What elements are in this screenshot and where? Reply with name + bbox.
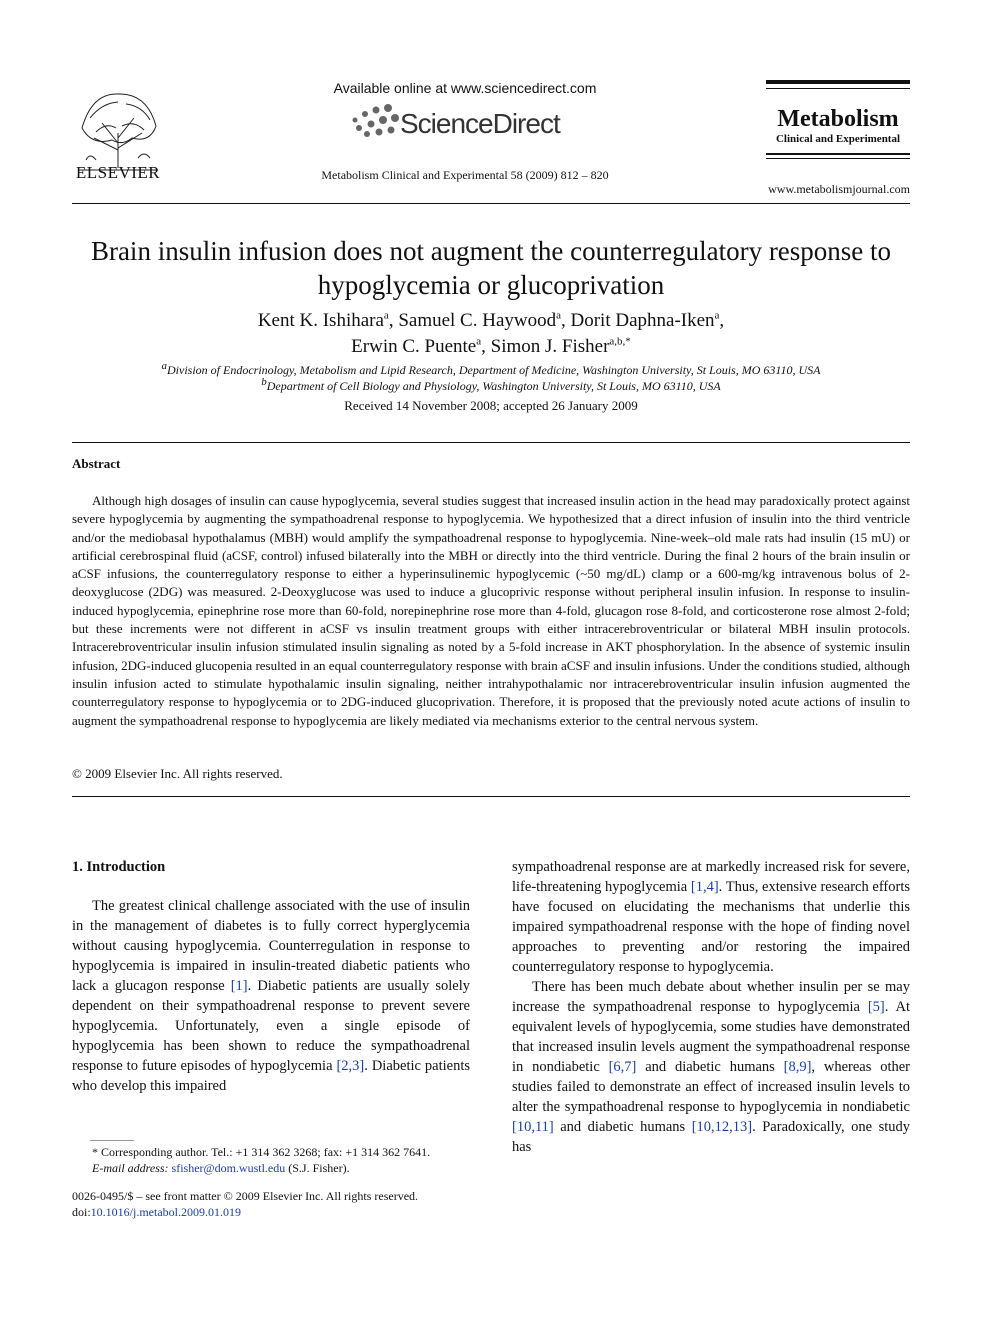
author-affiliation-mark: a [476, 335, 482, 348]
masthead-rule [766, 88, 910, 89]
citation-link[interactable]: [5] [867, 999, 885, 1015]
abstract-bottom-rule [72, 796, 910, 797]
issn-line: 0026-0495/$ – see front matter © 2009 Elsevier Inc. All rights reserved. [72, 1189, 419, 1203]
front-matter-info [72, 1188, 470, 1220]
publisher-name: ELSEVIER [75, 163, 161, 182]
text-run: The greatest clinical challenge associated with the use of insulin in the management of diabetes is to fully correct hyperglycemia without causing hypoglycemia. Counterregulation in response to hypoglycemia is impaired in insulin-treated diabetic patients who lack a glucagon response [72, 898, 470, 994]
doi-link[interactable]: 10.1016/j.metabol.2009.01.019 [90, 1205, 241, 1219]
text-run: . Thus, extensive research efforts have focused on elucidating the mechanisms that underlie this impaired sympathoadrenal response with the hope of finding novel approaches to preventing and/or restoring the impaired counterregulatory response to hypoglycemia. [512, 879, 910, 975]
author-name[interactable]: Samuel C. Haywood [398, 310, 557, 331]
header-divider [72, 203, 910, 204]
email-owner: (S.J. Fisher). [285, 1161, 350, 1175]
body-column-right [512, 857, 910, 1157]
journal-citation: Metabolism Clinical and Experimental 58 (2009) 812 – 820 [321, 168, 609, 182]
text-run: . At equivalent levels of hypoglycemia, some studies have demonstrated that increased insulin levels augment the sympathoadrenal response in nondiabetic [512, 999, 910, 1075]
text-run: and diabetic humans [636, 1059, 784, 1075]
affiliations [72, 362, 910, 394]
abstract-copyright: © 2009 Elsevier Inc. All rights reserved. [72, 766, 283, 781]
received-dates: Received 14 November 2008; accepted 26 January 2009 [344, 398, 638, 413]
citation-link[interactable]: [2,3] [336, 1058, 365, 1074]
doi-line [72, 1204, 470, 1220]
citation-link[interactable]: [8,9] [783, 1059, 812, 1075]
email-note [72, 1160, 470, 1176]
journal-url[interactable]: www.metabolismjournal.com [768, 182, 910, 196]
journal-title: Metabolism [777, 106, 899, 132]
affiliation-text: Department of Cell Biology and Physiology, Washington University, St Louis, MO 63110, USA [266, 379, 721, 393]
corresponding-author-note: * Corresponding author. Tel.: +1 314 362 3268; fax: +1 314 362 7641. [92, 1145, 431, 1159]
author-affiliation-mark: a [714, 309, 720, 322]
sciencedirect-logo-text: ScienceDirect [400, 108, 560, 139]
text-run: sympathoadrenal response are at markedly increased risk for severe, life-threatening hypoglycemia [512, 859, 910, 895]
author-separator: , [388, 310, 399, 331]
abstract-heading: Abstract [72, 456, 121, 471]
abstract-text: Although high dosages of insulin can cause hypoglycemia, several studies suggest that increased insulin action in the head may paradoxically protect against severe hypoglycemia by augmenting the sympathoadrenal response to hypoglycemia. We hypothesized that a direct infusion of insulin into the third ventricle and/or the mediobasal hypothalamus (MBH) would amplify the sympathoadrenal response to hypoglycemia. Nine-week–old male rats had insulin (15 mU) or artificial cerebrospinal fluid (aCSF, control) infused bilaterally into the MBH or directly into the third ventricle. During the final 2 hours of the brain insulin or aCSF infusions, the counterregulatory response to either a hyperinsulinemic hypoglycemic (~50 mg/dL) clamp or a 600-mg/kg intravenous bolus of 2-deoxyglucose (2DG) was measured. 2-Deoxyglucose was used to induce a glucoprivic response without peripheral insulin infusion. In response to insulin-induced hypoglycemia, epinephrine rose more than 60-fold, norepinephrine rose more than 4-fold, glucagon rose 8-fold, and corticosterone rose almost 2-fold; but these increments were not different in aCSF vs insulin treatment groups with either intracerebroventricular or bilateral MBH insulin protocols. Intracerebroventricular insulin infusion stimulated insulin signaling as noted by a 5-fold increase in AKT phosphorylation. In the absence of systemic insulin infusion, 2DG-induced glucopenia resulted in an equal counterregulatory response with brain aCSF and insulin infusions. Under the conditions studied, although insulin infusion acted to stimulate hypothalamic insulin signaling, neither intrahypothalamic nor intracerebroventricular insulin infusion augmented the counterregulatory response to hypoglycemia or to 2DG-induced glucoprivation. Therefore, it is proposed that the previously noted acute actions of insulin to augment the sympathoadrenal response to hypoglycemia are likely mediated via mechanisms exterior to the central nervous system. [72, 493, 910, 728]
doi-label: doi: [72, 1205, 91, 1219]
author-name[interactable]: Erwin C. Puente [351, 336, 477, 357]
affiliation-mark: b [261, 376, 267, 388]
citation-link[interactable]: [1,4] [690, 879, 719, 895]
section-heading: 1. Introduction [72, 859, 166, 875]
author-separator: , [481, 336, 491, 357]
author-affiliation-mark: a,b,* [609, 335, 631, 348]
citation-link[interactable]: [1] [230, 978, 248, 994]
citation-link[interactable]: [6,7] [608, 1059, 637, 1075]
footnote-rule [90, 1140, 134, 1141]
text-run: There has been much debate about whether insulin per se may increase the sympathoadrenal response to hypoglycemia [512, 979, 910, 1015]
affiliation-a [72, 362, 910, 378]
text-run: . Paradoxically, one study has [512, 1119, 910, 1155]
affiliation-mark: a [161, 360, 167, 372]
author-affiliation-mark: a [556, 309, 561, 322]
intro-paragraph-2 [512, 977, 910, 1157]
journal-subtitle: Clinical and Experimental [775, 133, 901, 145]
corresponding-footnote [72, 1144, 470, 1176]
author-list [72, 308, 910, 360]
author-name[interactable]: Kent K. Ishihara [257, 310, 384, 331]
email-label: E-mail address: [92, 1161, 169, 1175]
article-title: Brain insulin infusion does not augment the counterregulatory response to hypoglycemia or glucoprivation [90, 236, 892, 300]
affiliation-b [72, 378, 910, 394]
text-run: and diabetic humans [553, 1119, 692, 1135]
text-run: . Diabetic patients who develop this impaired [72, 1058, 470, 1094]
author-affiliation-mark: a [383, 309, 389, 322]
masthead-rule [766, 80, 910, 84]
citation-link[interactable]: [10,12,13] [691, 1119, 753, 1135]
body-column-left [72, 857, 470, 1096]
affiliation-text: Division of Endocrinology, Metabolism and Lipid Research, Department of Medicine, Washington University, St Louis, MO 63110, USA [167, 363, 821, 377]
author-separator: , [719, 310, 725, 331]
email-link[interactable]: sfisher@dom.wustl.edu [171, 1161, 286, 1175]
citation-link[interactable]: [10,11] [512, 1119, 554, 1135]
text-run: , whereas other studies failed to demonstrate an effect of increased insulin levels to alter the sympathoadrenal response to hypoglycemia in nondiabetic [512, 1059, 910, 1115]
intro-paragraph-1-cont [512, 857, 910, 977]
abstract-top-rule [72, 442, 910, 443]
text-run: . Diabetic patients are usually solely dependent on their sympathoadrenal response to prevent severe hypoglycemia. Unfortunately, even a single episode of hypoglycemia has been shown to reduce the sympathoadrenal response to future episodes of hypoglycemia [72, 978, 470, 1074]
author-name[interactable]: Dorit Daphna-Iken [570, 310, 715, 331]
masthead-rule [766, 158, 910, 159]
intro-paragraph-1 [72, 896, 470, 1096]
author-separator: , [561, 310, 571, 331]
masthead-rule [766, 153, 910, 155]
author-name[interactable]: Simon J. Fisher [490, 336, 610, 357]
available-online-text[interactable]: Available online at www.sciencedirect.com [333, 80, 597, 96]
